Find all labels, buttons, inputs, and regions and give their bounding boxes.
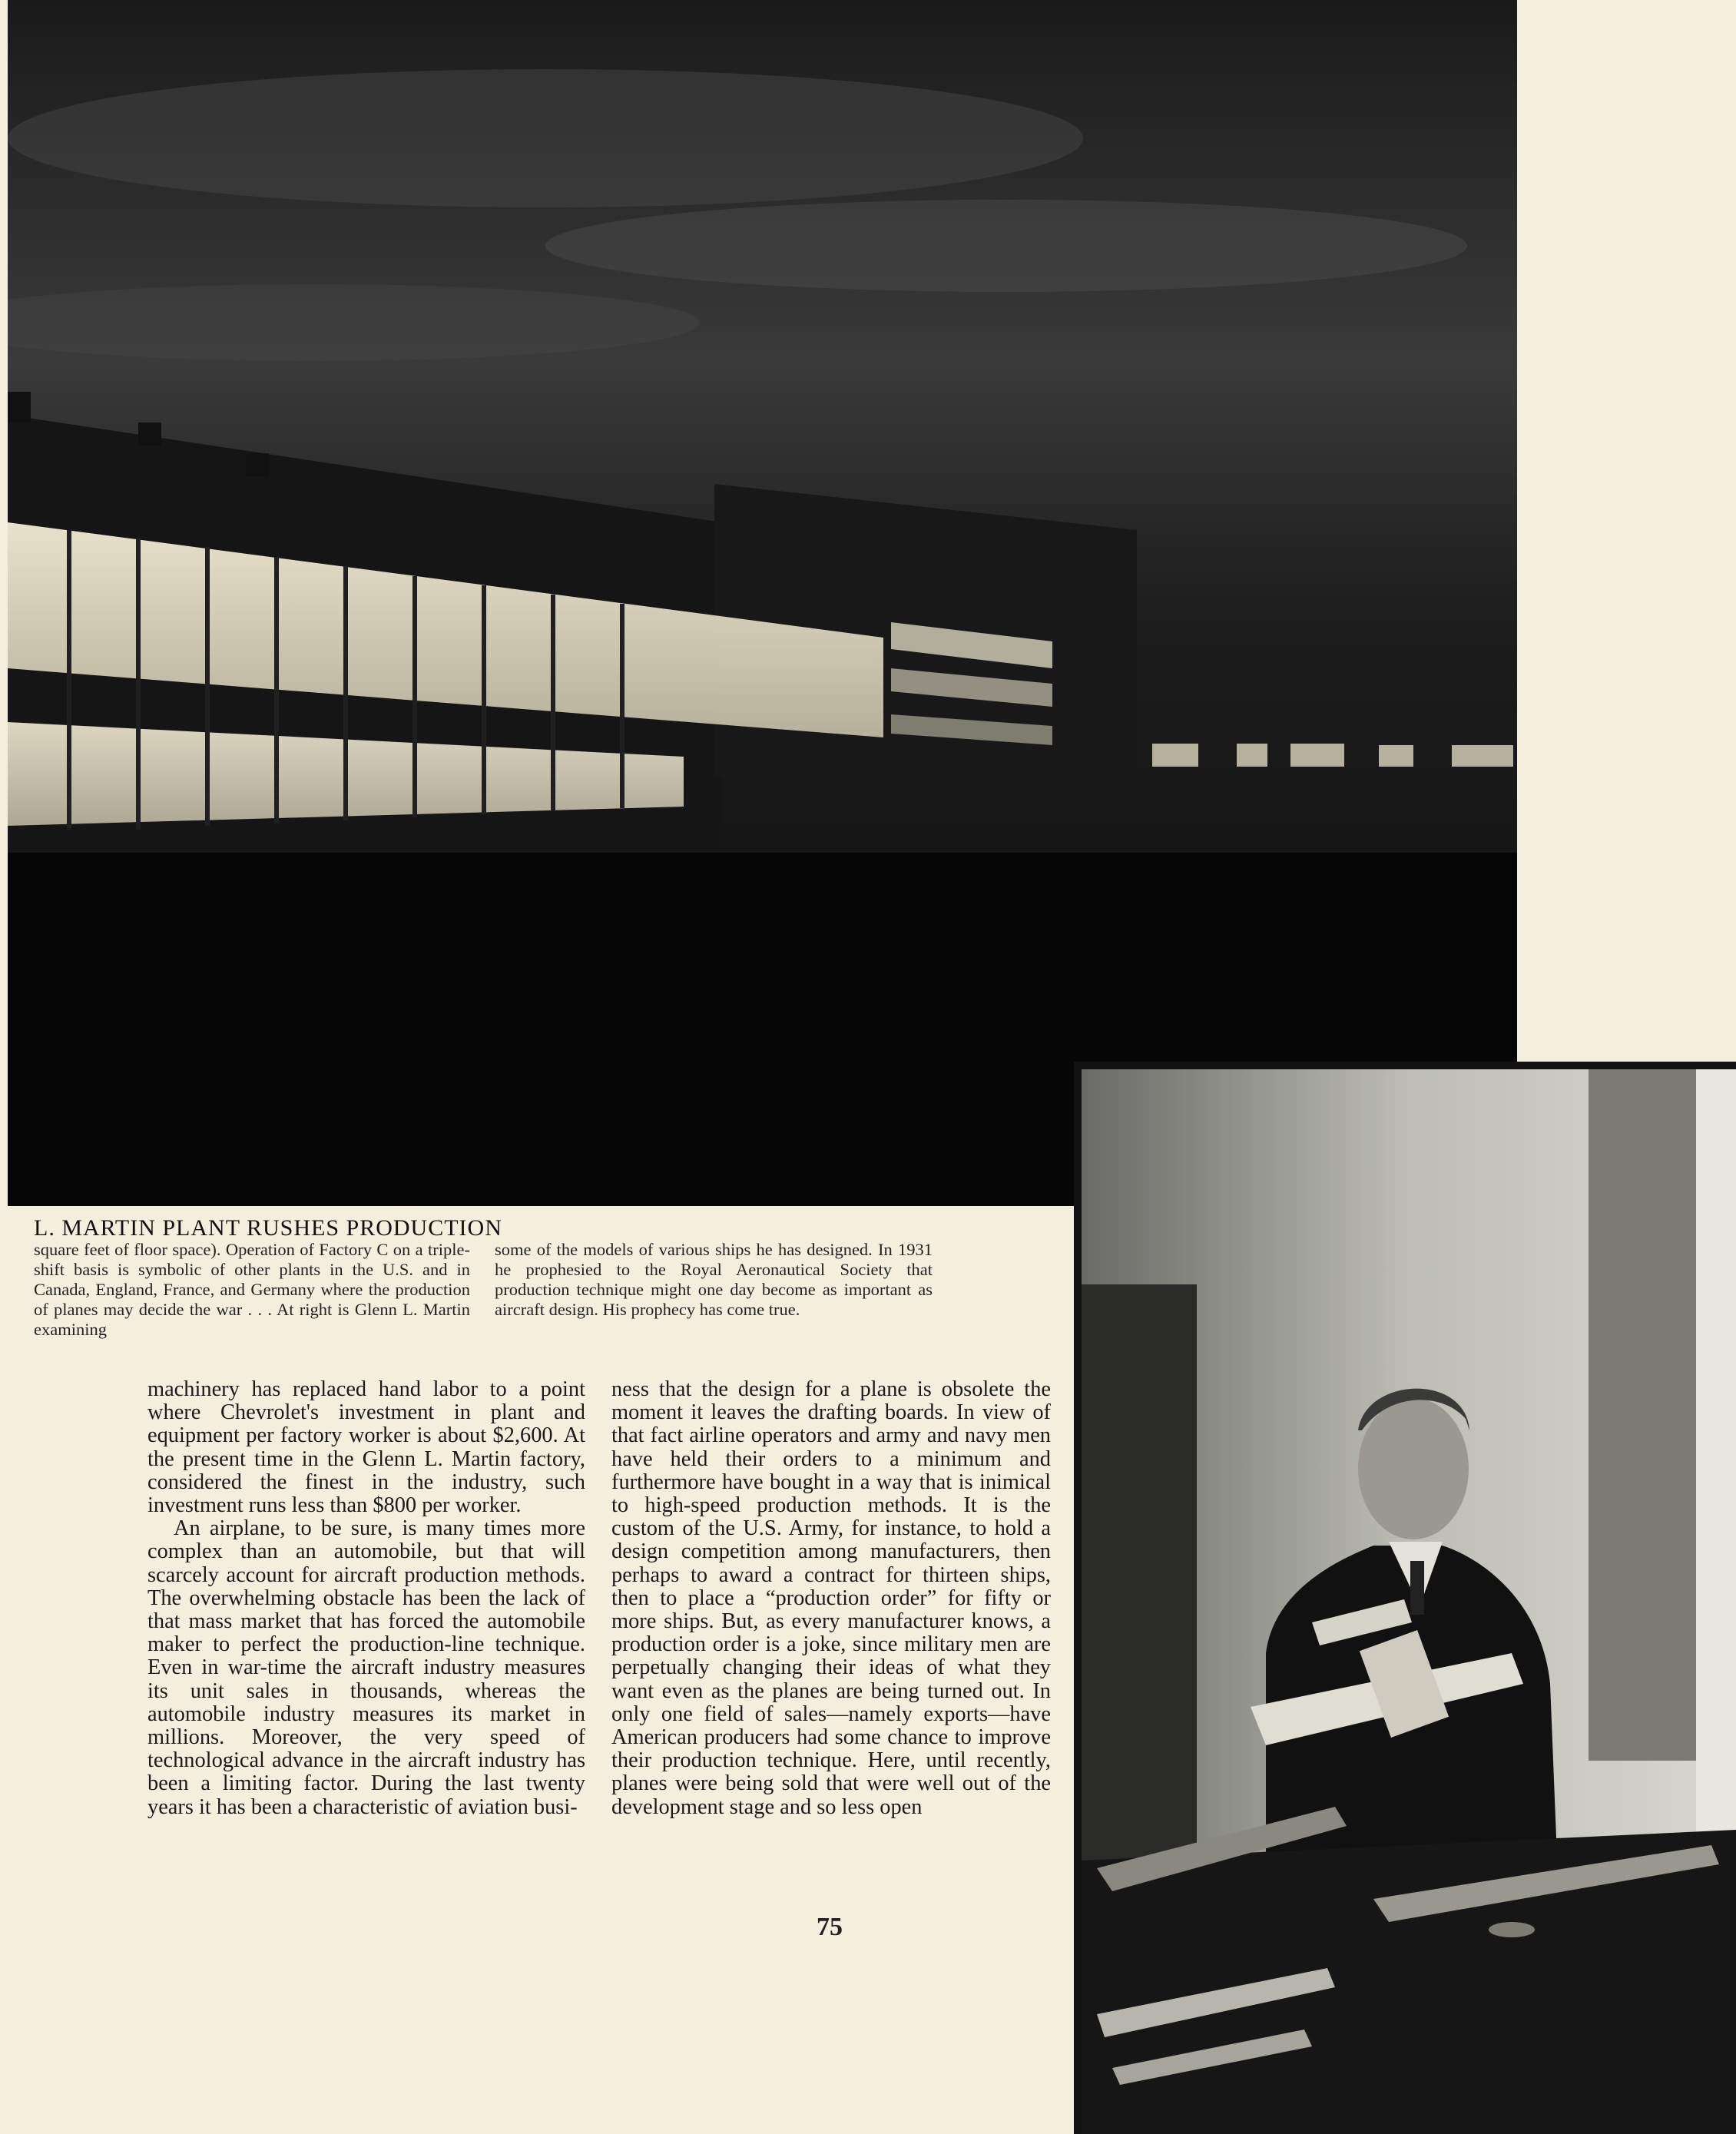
body-column-1 [147, 1378, 585, 1819]
factory-illustration [8, 0, 1517, 1206]
body-column-2 [611, 1378, 1051, 1819]
glenn-martin-portrait-photo [1082, 1069, 1736, 2134]
body-paragraph: An airplane, to be sure, is many times more complex than an automobile, but that will scarcely account for aircraft production methods. The overwhelming obstacle has been the lack of that mass market that has forced the automobile maker to perfect the production-line technique. Even in war-time the aircraft industry measures its unit sales in thousands, whereas the automobile industry measures its market in millions. Moreover, the very speed of technological advance in the aircraft industry has been a limiting factor. During the last twenty years it has been a characteristic of aviation busi- [147, 1516, 585, 1819]
body-paragraph: ness that the design for a plane is obsolete the moment it leaves the drafting boards. In view of that fact airline operators and army and navy men have held their orders to a minimum and furthermore have bought in a way that is inimical to high-speed production methods. It is the custom of the U.S. Army, for instance, to hold a design competition among manufacturers, then perhaps to award a contract for thirteen ships, then to place a “production order” for fifty or more ships. But, as every manufacturer knows, a production order is a joke, since military men are perpetually changing their ideas of what they want even as the planes are being turned out. In only one field of sales—namely exports—have American producers had some chance to improve their production technique. Here, until recently, planes were being sold that were well out of the development stage and so less open [611, 1377, 1051, 1819]
page-number: 75 [817, 1913, 843, 1941]
portrait-illustration [1082, 1069, 1736, 2134]
caption-column-2: some of the models of various ships he has designed. In 1931 he prophesied to the Royal Aeronautical Society that production technique might one day become as important as aircraft design. His prophecy has come true. [495, 1240, 933, 1319]
factory-night-photo [8, 0, 1517, 1206]
caption-heading: L. MARTIN PLANT RUSHES PRODUCTION [34, 1215, 502, 1241]
caption-column-1: square feet of floor space). Operation of Factory C on a triple-shift basis is symbolic of other plants in the U.S. and in Canada, England, France, and Germany where the production of planes may decide the war . . . At right is Glenn L. Martin examining [34, 1240, 470, 1339]
body-paragraph: machinery has replaced hand labor to a point where Chevrolet's investment in plant and equipment per factory worker is about $2,600. At the present time in the Glenn L. Martin factory, considered the finest in the industry, such investment runs less than $800 per worker. [147, 1377, 585, 1518]
